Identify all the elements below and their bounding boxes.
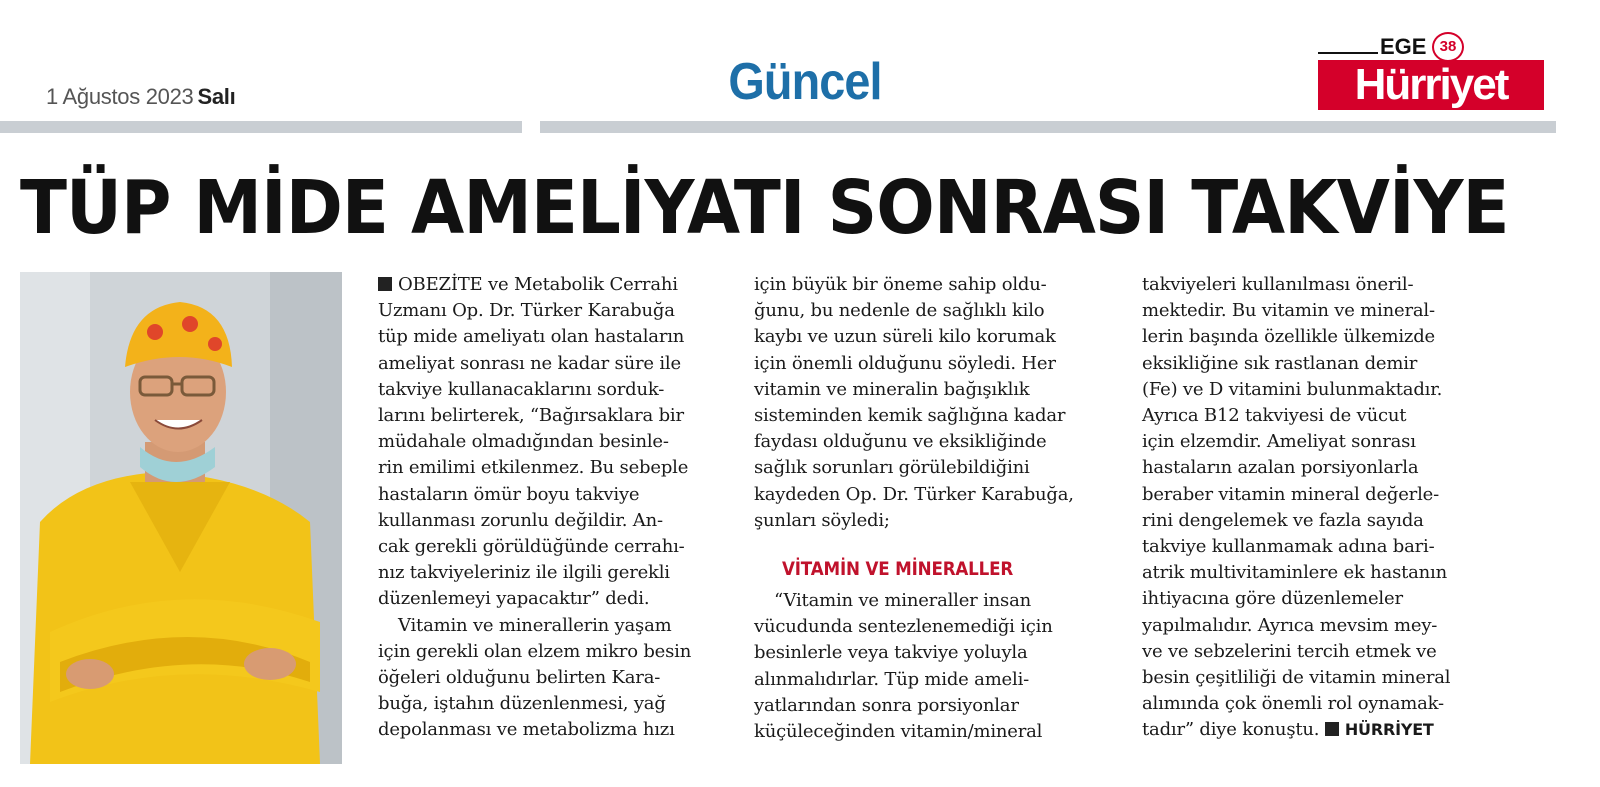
weekday: Salı	[197, 84, 236, 109]
paragraph-2: Vitamin ve minerallerin yaşam için gerekli olan elzem mikro besin öğeleri olduğunu belirten Kara- buğa, iştahın düzenlenmesi, yağ depolanması ve metabolizma hızı	[378, 614, 692, 741]
section-title: Güncel	[728, 53, 882, 111]
article-signature: HÜRRİYET	[1344, 720, 1434, 740]
paragraph-intro	[378, 272, 714, 613]
date-text: 1 Ağustos 2023	[46, 84, 194, 109]
issue-date	[46, 84, 235, 110]
paragraph-5	[1142, 272, 1520, 744]
header-rule-left	[0, 121, 522, 133]
ege-hurriyet-logo	[1318, 36, 1544, 116]
surgeon-portrait-photo	[20, 272, 342, 764]
bullet-square-icon	[378, 277, 392, 291]
anniversary-badge: 38	[1432, 32, 1464, 62]
paragraph-4: “Vitamin ve mineraller insan vücudunda sentezlenemediği için besinlerle veya takviye yoluyla alınmalıdırlar. Tüp mide ameli- yatlarından sonra porsiyonlar küçüleceğinden vitamin/mineral	[754, 590, 1053, 743]
paragraph-5-text: takviyeleri kullanılması öneril- mektedir. Bu vitamin ve mineral- lerin başında özellikle ülkemizde eksikliğine sık rastlanan demir (Fe) ve D vitamini bulunmaktadır. Ayrıca B12 takviyesi de vücut için elzemdir. Ameliyat sonrası hastaların azalan porsiyonlarla beraber vitamin mineral değerle- rini dengelemek ve fazla sayıda takviye kullanmamak adına bari- atrik multivitaminlere ek hastanın ihtiyacına göre düzenlemeler yapılmalıdır. Ayrıca mevsim mey- ve ve sebzelerini tercih etmek ve besin çeşitliliği de vitamin mineral alımında çok önemli rol oynamak- tadır” diye konuştu.	[1142, 274, 1451, 741]
header-rule-right	[540, 121, 1556, 133]
paragraph-3: için büyük bir öneme sahip oldu- ğunu, bu nedenle de sağlıklı kilo kaybı ve uzun süreli kilo korumak için önemli olduğunu söyledi. Her vitamin ve mineralin bağışıklık sisteminden kemik sağlığına kadar faydası olduğunu ve eksikliğinde sağlık sorunları görülebildiğini kaydeden Op. Dr. Türker Karabuğa, şunları söyledi;	[754, 274, 1074, 531]
signature-square-icon	[1325, 722, 1339, 736]
article-column-2	[754, 272, 1106, 745]
logo-line	[1318, 52, 1378, 54]
surgeon-portrait-icon	[20, 272, 342, 764]
logo-brand: Hürriyet	[1318, 60, 1544, 110]
paragraph-intro-text: OBEZİTE ve Metabolik Cerrahi Uzmanı Op. Dr. Türker Karabuğa tüp mide ameliyatı olan hastaların ameliyat sonrası ne kadar süre ile takviye kullanacaklarını sorduk- larını belirterek, “Bağırsaklara bir müdahale olmadığından besinle- rin emilimi etkilenmez. Bu sebeple hastaların ömür boyu takviye kullanması zorunlu değildir. An- cak gerekli görüldüğünde cerrahı- nız takviyeleriniz ile ilgili gerekli düzenlemeyi yapacaktır” dedi.	[378, 274, 689, 610]
article-column-1	[378, 272, 714, 744]
logo-ege: EGE	[1380, 34, 1427, 59]
section-subheading: VİTAMİN VE MİNERALLER	[782, 558, 1014, 581]
article-column-3	[1142, 272, 1520, 744]
article-headline: TÜP MİDE AMELİYATI SONRASI TAKVİYE	[20, 165, 1509, 251]
